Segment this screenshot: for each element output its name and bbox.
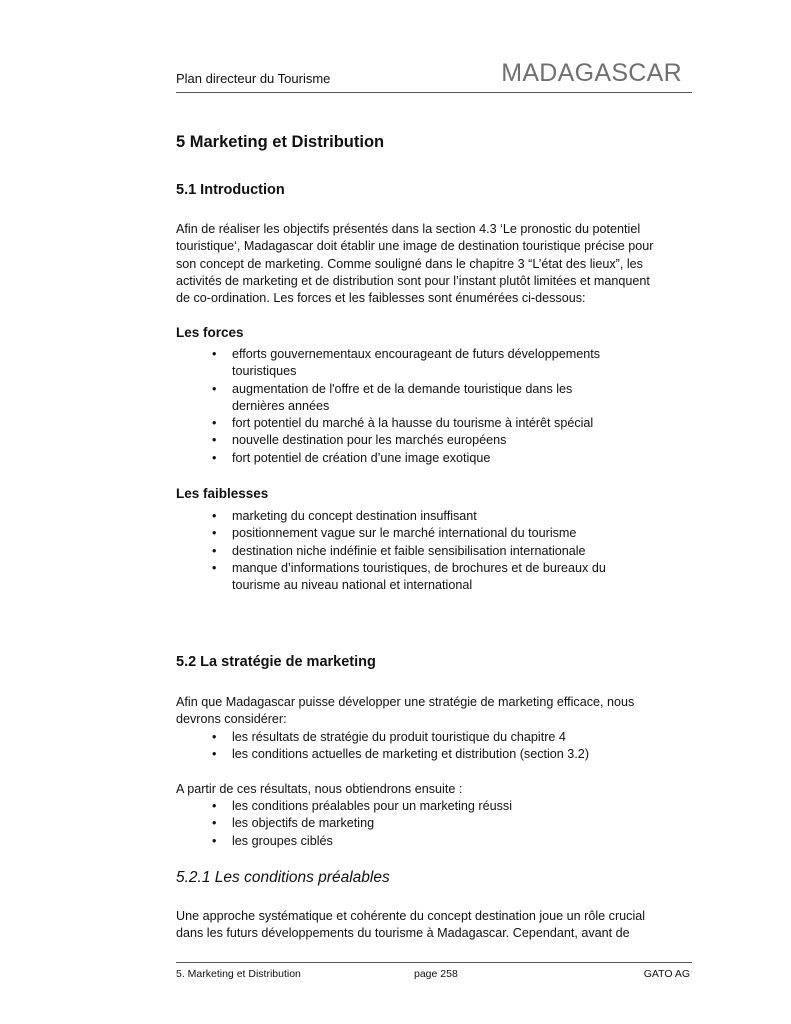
bullet-icon: • bbox=[212, 347, 217, 361]
text-line: Afin que Madagascar puisse développer une stratégie de marketing efficace, nous bbox=[176, 695, 635, 709]
bullet-icon: • bbox=[212, 526, 217, 541]
footer-company: GATO AG bbox=[643, 968, 690, 980]
bullet-icon: • bbox=[212, 799, 217, 813]
footer-page-number: page 258 bbox=[414, 968, 458, 980]
text-line: les conditions préalables pour un marketing réussi bbox=[232, 799, 513, 813]
list-item bbox=[176, 746, 692, 763]
bullet-icon: • bbox=[212, 433, 217, 448]
list-item bbox=[176, 346, 692, 381]
text-line: devrons considérer: bbox=[176, 712, 287, 727]
bullet-icon: • bbox=[212, 833, 217, 848]
text-line: les conditions actuelles de marketing et distribution (section 3.2) bbox=[232, 747, 590, 762]
text-line: Une approche systématique et cohérente du concept destination joue un rôle crucial bbox=[176, 909, 646, 923]
list-item bbox=[176, 729, 692, 746]
section-heading-introduction: 5.1 Introduction bbox=[176, 182, 285, 198]
results-paragraph bbox=[176, 781, 692, 798]
text-line: efforts gouvernementaux encourageant de futurs développements bbox=[232, 347, 601, 361]
bullet-icon: • bbox=[212, 816, 217, 831]
text-line: Afin de réaliser les objectifs présentés dans la section 4.3 ‘Le pronostic du potentiel bbox=[176, 222, 641, 236]
text-line: fort potentiel de création d’une image exotique bbox=[232, 450, 491, 465]
text-line: marketing du concept destination insuffisant bbox=[232, 509, 477, 523]
strategie-outputs-list bbox=[176, 798, 692, 850]
bullet-icon: • bbox=[212, 416, 217, 431]
bullet-icon: • bbox=[212, 450, 217, 465]
list-item bbox=[176, 543, 692, 560]
text-line: activités de marketing et de distribution sont pour l’instant plutôt limitées et manquent bbox=[176, 273, 650, 288]
forces-heading: Les forces bbox=[176, 325, 244, 340]
text-line: fort potentiel du marché à la hausse du tourisme à intérêt spécial bbox=[232, 416, 594, 431]
text-line: manque d’informations touristiques, de brochures et de bureaux du bbox=[232, 560, 606, 575]
text-line: de co-ordination. Les forces et les faiblesses sont énumérées ci-dessous: bbox=[176, 291, 586, 306]
text-line: nouvelle destination pour les marchés européens bbox=[232, 433, 507, 448]
list-item bbox=[176, 381, 692, 416]
text-line: les groupes ciblés bbox=[232, 833, 333, 848]
list-item bbox=[176, 815, 692, 832]
bullet-icon: • bbox=[212, 381, 217, 396]
text-line: destination niche indéfinie et faible sensibilisation internationale bbox=[232, 543, 586, 558]
page-footer bbox=[176, 962, 692, 983]
list-item bbox=[176, 798, 692, 815]
page-header bbox=[176, 58, 692, 93]
subsection-heading-conditions: 5.2.1 Les conditions préalables bbox=[176, 869, 390, 886]
text-line: A partir de ces résultats, nous obtiendrons ensuite : bbox=[176, 782, 463, 796]
text-line: dernières années bbox=[232, 398, 330, 413]
forces-list bbox=[176, 346, 692, 467]
bullet-icon: • bbox=[212, 747, 217, 762]
text-line: positionnement vague sur le marché international du tourisme bbox=[232, 526, 577, 541]
faiblesses-list bbox=[176, 508, 692, 594]
text-line: tourisme au niveau national et international bbox=[232, 578, 473, 593]
section-heading-strategie: 5.2 La stratégie de marketing bbox=[176, 654, 376, 670]
chapter-title: 5 Marketing et Distribution bbox=[176, 133, 385, 151]
bullet-icon: • bbox=[212, 730, 217, 744]
bullet-icon: • bbox=[212, 543, 217, 558]
text-line: les résultats de stratégie du produit touristique du chapitre 4 bbox=[232, 730, 566, 744]
list-item bbox=[176, 415, 692, 432]
text-line: les objectifs de marketing bbox=[232, 816, 375, 831]
intro-paragraph bbox=[176, 221, 692, 307]
list-item bbox=[176, 525, 692, 542]
text-line: dans les futurs développements du tourisme à Madagascar. Cependant, avant de bbox=[176, 926, 630, 941]
faiblesses-heading: Les faiblesses bbox=[176, 486, 269, 501]
footer-chapter: 5. Marketing et Distribution bbox=[176, 968, 301, 980]
strategie-inputs-list bbox=[176, 729, 692, 764]
list-item bbox=[176, 432, 692, 449]
text-line: touristique‘, Madagascar doit établir une image de destination touristique précise pour bbox=[176, 239, 654, 254]
header-doc-title: Plan directeur du Tourisme bbox=[176, 71, 331, 86]
list-item bbox=[176, 560, 692, 595]
text-line: augmentation de l'offre et de la demande touristique dans les bbox=[232, 381, 573, 396]
list-item bbox=[176, 508, 692, 525]
header-country: MADAGASCAR bbox=[501, 59, 682, 87]
text-line: son concept de marketing. Comme souligné dans le chapitre 3 “L’état des lieux”, les bbox=[176, 256, 643, 271]
conditions-paragraph bbox=[176, 908, 692, 943]
bullet-icon: • bbox=[212, 509, 217, 523]
list-item bbox=[176, 833, 692, 850]
bullet-icon: • bbox=[212, 560, 217, 575]
text-line: touristiques bbox=[232, 364, 297, 379]
strategie-paragraph bbox=[176, 694, 692, 729]
list-item bbox=[176, 450, 692, 467]
